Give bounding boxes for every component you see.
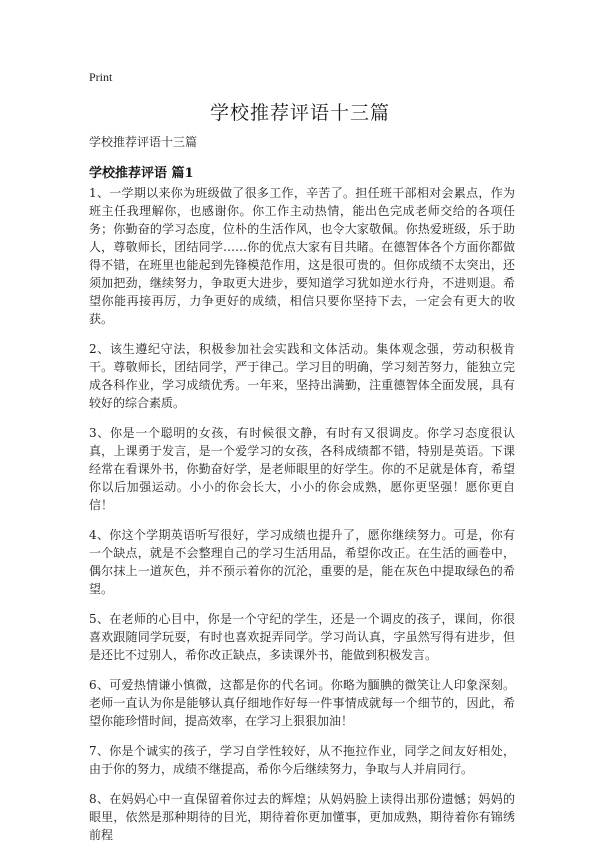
paragraph-5: 5、在老师的心目中，你是一个守纪的学生，还是一个调皮的孩子，课间，你很喜欢跟随同学玩耍，有时也喜欢捉弄同学。学习尚认真，字虽然写得有进步，但是还比不过别人，希你改正缺点，多读课外书，能做到积极发言。 [89, 612, 515, 662]
paragraph-1: 1、一学期以来你为班级做了很多工作，辛苦了。担任班干部相对会累点，作为班主任我理解你，也感谢你。你工作主动热情，能出色完成老师交给的各项任务；你勤奋的学习态度，位朴的生活作风，也令大家敬佩。你热爱班级，乐于助人，尊敬师长，团结同学……你的优点大家有目共睹。在德智体各个方面你都做得不错，在班里也能起到先锋模范作用，这是很可贵的。但你成绩不太突出，还须加把劲，继续努力，争取更大进步，要知道学习犹如逆水行舟，不进则退。希望你能再接再厉，力争更好的成绩，相信只要你坚持下去，一定会有更大的收获。 [89, 186, 515, 326]
section-heading: 学校推荐评语 篇1 [89, 166, 194, 181]
paragraph-4: 4、你这个学期英语听写很好，学习成绩也提升了，愿你继续努力。可是，你有一个缺点，就是不会整理自己的学习生活用品，希望你改正。在生活的画卷中，偶尔抹上一道灰色，并不预示着你的沉沦，重要的是，能在灰色中提取绿色的希望。 [89, 528, 515, 596]
print-link[interactable]: Print [89, 70, 113, 84]
document-body [89, 184, 515, 856]
paragraph-2: 2、该生遵纪守法，积极参加社会实践和文体活动。集体观念强，劳动积极肯干。尊敬师长，团结同学，严于律己。学习目的明确，学习刻苦努力，能独立完成各科作业，学习成绩优秀。一年来，坚持出满勤，注重德智体全面发展，具有较好的综合素质。 [89, 342, 515, 410]
page-title: 学校推荐评语十三篇 [209, 102, 390, 124]
paragraph-3: 3、你是一个聪明的女孩，有时候很文静，有时有又很调皮。你学习态度很认真，上课勇于发言，是一个爱学习的女孩，各科成绩都不错，特别是英语。下课经常在看课外书，你勤奋好学，是老师眼里的好学生。你的不足就是体育，希望你以后加强运动。小小的你会长大，小小的你会成熟，愿你更坚强！愿你更自信！ [89, 426, 515, 512]
paragraph-8: 8、在妈妈心中一直保留着你过去的辉煌；从妈妈脸上读得出那份遗憾；妈妈的眼里，依然是那种期待的目光，期待着你更加懂事，更加成熟，期待着你有锦绣前程 [89, 792, 515, 842]
document-subtitle: 学校推荐评语十三篇 [89, 135, 198, 149]
paragraph-6: 6、可爱热情谦小慎微，这都是你的代名词。你略为腼腆的微笑让人印象深刻。老师一直认为你是能够认真仔细地作好每一件事情成就每一个细节的，因此，希望你能珍惜时间，提高效率，在学习上狠狠加油！ [89, 678, 515, 728]
paragraph-7: 7、你是个诚实的孩子，学习自学性较好，从不拖拉作业，同学之间友好相处，由于你的努力，成绩不继提高，希你今后继续努力，争取与人并肩同行。 [89, 744, 515, 776]
